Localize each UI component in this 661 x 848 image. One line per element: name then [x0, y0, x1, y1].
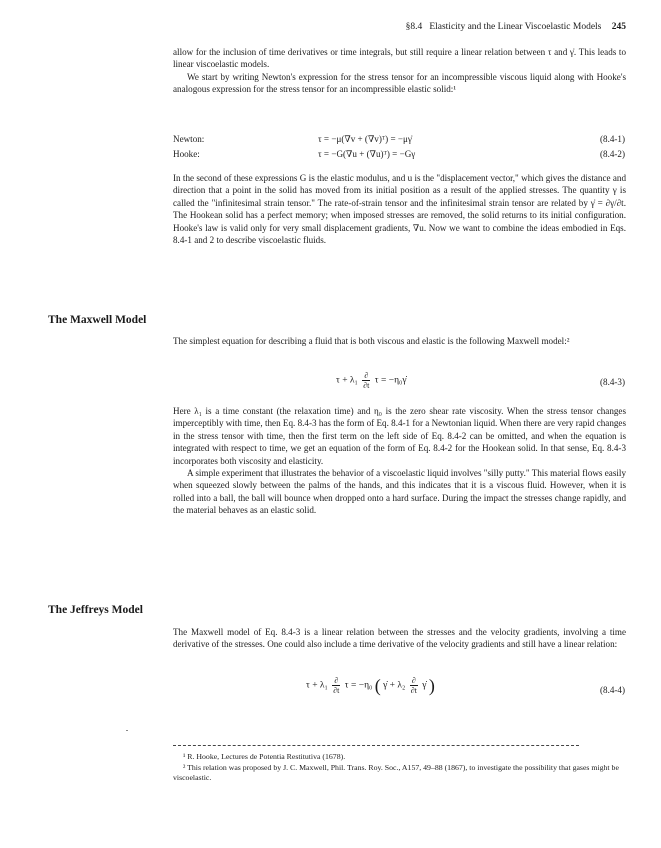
paragraph: We start by writing Newton's expression for the stress tensor for an incompressible viscous liquid along with Hooke's analogous expression for the stress tensor for an incompressible elastic solid:¹: [173, 71, 626, 95]
maxwell-intro: [173, 335, 626, 347]
section-heading-maxwell: The Maxwell Model: [48, 314, 147, 326]
equation-newton: τ = −μ(∇v + (∇v)ᵀ) = −μγ̇: [318, 134, 412, 144]
equation-number: (8.4-4): [600, 685, 625, 695]
running-head: [343, 22, 626, 32]
equation-label-newton: Newton:: [173, 134, 205, 144]
equation-maxwell: τ + λ₁ $\frac{\partial}{\partial t}$ τ = −η₀γ̇: [336, 371, 407, 390]
equation-number: (8.4-2): [600, 149, 625, 159]
paragraph: Here λ₁ is a time constant (the relaxation time) and η₀ is the zero shear rate viscosity. When the stress tensor changes imperceptibly with time, then Eq. 8.4-3 has the form of Eq. 8.4-1 for a Newtonian liquid. When there are very rapid changes in the stress tensor with time, then the first term on the left side of Eq. 8.4-2 can be omitted, and when the equation is integrated with respect to time, we get an equation of the form of Eq. 8.4-2 for the Hookean solid. In that sense, Eq. 8.4-3 incorporates both viscosity and elasticity.: [173, 406, 626, 466]
footnotes: [173, 752, 626, 784]
equation-jeffreys: τ + λ₁ $\frac{\partial}{\partial t}$ τ = −η₀ ( γ̇ + λ₂ $\frac{\partial}{\partial t}$ γ̇ ): [306, 675, 435, 696]
maxwell-body: [173, 405, 626, 517]
paragraph: The Maxwell model of Eq. 8.4-3 is a linear relation between the stresses and the velocity gradients, involving a time derivative of the stresses. One could also include a time derivative of the velocity gradients and still have a linear relation:: [173, 627, 626, 650]
paren-open: (: [374, 675, 381, 696]
partial-derivative: $\frac{\partial}{\partial t}$: [410, 676, 417, 695]
explanation-block: [173, 172, 626, 246]
partial-derivative: $\frac{\partial}{\partial t}$: [363, 371, 370, 390]
equation-number: (8.4-3): [600, 377, 625, 387]
equation-hooke: τ = −G(∇u + (∇u)ᵀ) = −Gγ: [318, 149, 416, 159]
footnote: ² This relation was proposed by J. C. Maxwell, Phil. Trans. Roy. Soc., A157, 49–88 (1867), to investigate the possibility that gases might be viscoelastic.: [173, 762, 619, 782]
paragraph: In the second of these expressions G is the elastic modulus, and u is the "displacement vector," which gives the distance and direction that a point in the solid has moved from its initial position as a result of the applied stresses. The quantity γ is called the "infinitesimal strain tensor." The rate-of-strain tensor and the infinitesimal strain tensor are related by γ̇ = ∂γ/∂t. The Hookean solid has a perfect memory; when imposed stresses are removed, the solid returns to its initial configuration. Hooke's law is valid only for very small displacement gradients, ∇u. Now we want to combine the ideas embodied in Eqs. 8.4-1 and 2 to describe viscoelastic fluids.: [173, 173, 626, 246]
footnote: ¹ R. Hooke, Lectures de Potentia Restitutiva (1678).: [183, 752, 346, 761]
margin-mark: [126, 730, 128, 731]
section-number: §8.4: [405, 22, 423, 32]
paragraph: A simple experiment that illustrates the behavior of a viscoelastic liquid involves "silly putty." This material flows easily when squeezed slowly between the palms of the hands, and this indicates that it is a viscous fluid. However, when it is rolled into a ball, the ball will bounce when dropped onto a hard surface. During the impact the stresses change rapidly, and the material behaves as an elastic solid.: [173, 468, 626, 516]
intro-block: [173, 46, 626, 96]
page-number: 245: [611, 22, 626, 32]
jeffreys-intro: [173, 626, 626, 651]
paragraph: The simplest equation for describing a fluid that is both viscous and elastic is the following Maxwell model:²: [173, 336, 570, 346]
section-heading-jeffreys: The Jeffreys Model: [48, 604, 143, 616]
equation-number: (8.4-1): [600, 134, 625, 144]
partial-derivative: $\frac{\partial}{\partial t}$: [333, 676, 340, 695]
footnote-rule: [173, 745, 579, 746]
equation-label-hooke: Hooke:: [173, 149, 200, 159]
running-title: Elasticity and the Linear Viscoelastic Models: [429, 22, 602, 32]
paren-close: ): [428, 675, 435, 696]
paragraph: allow for the inclusion of time derivatives or time integrals, but still require a linear relation between τ and γ̇. This leads to linear viscoelastic models.: [173, 47, 626, 70]
